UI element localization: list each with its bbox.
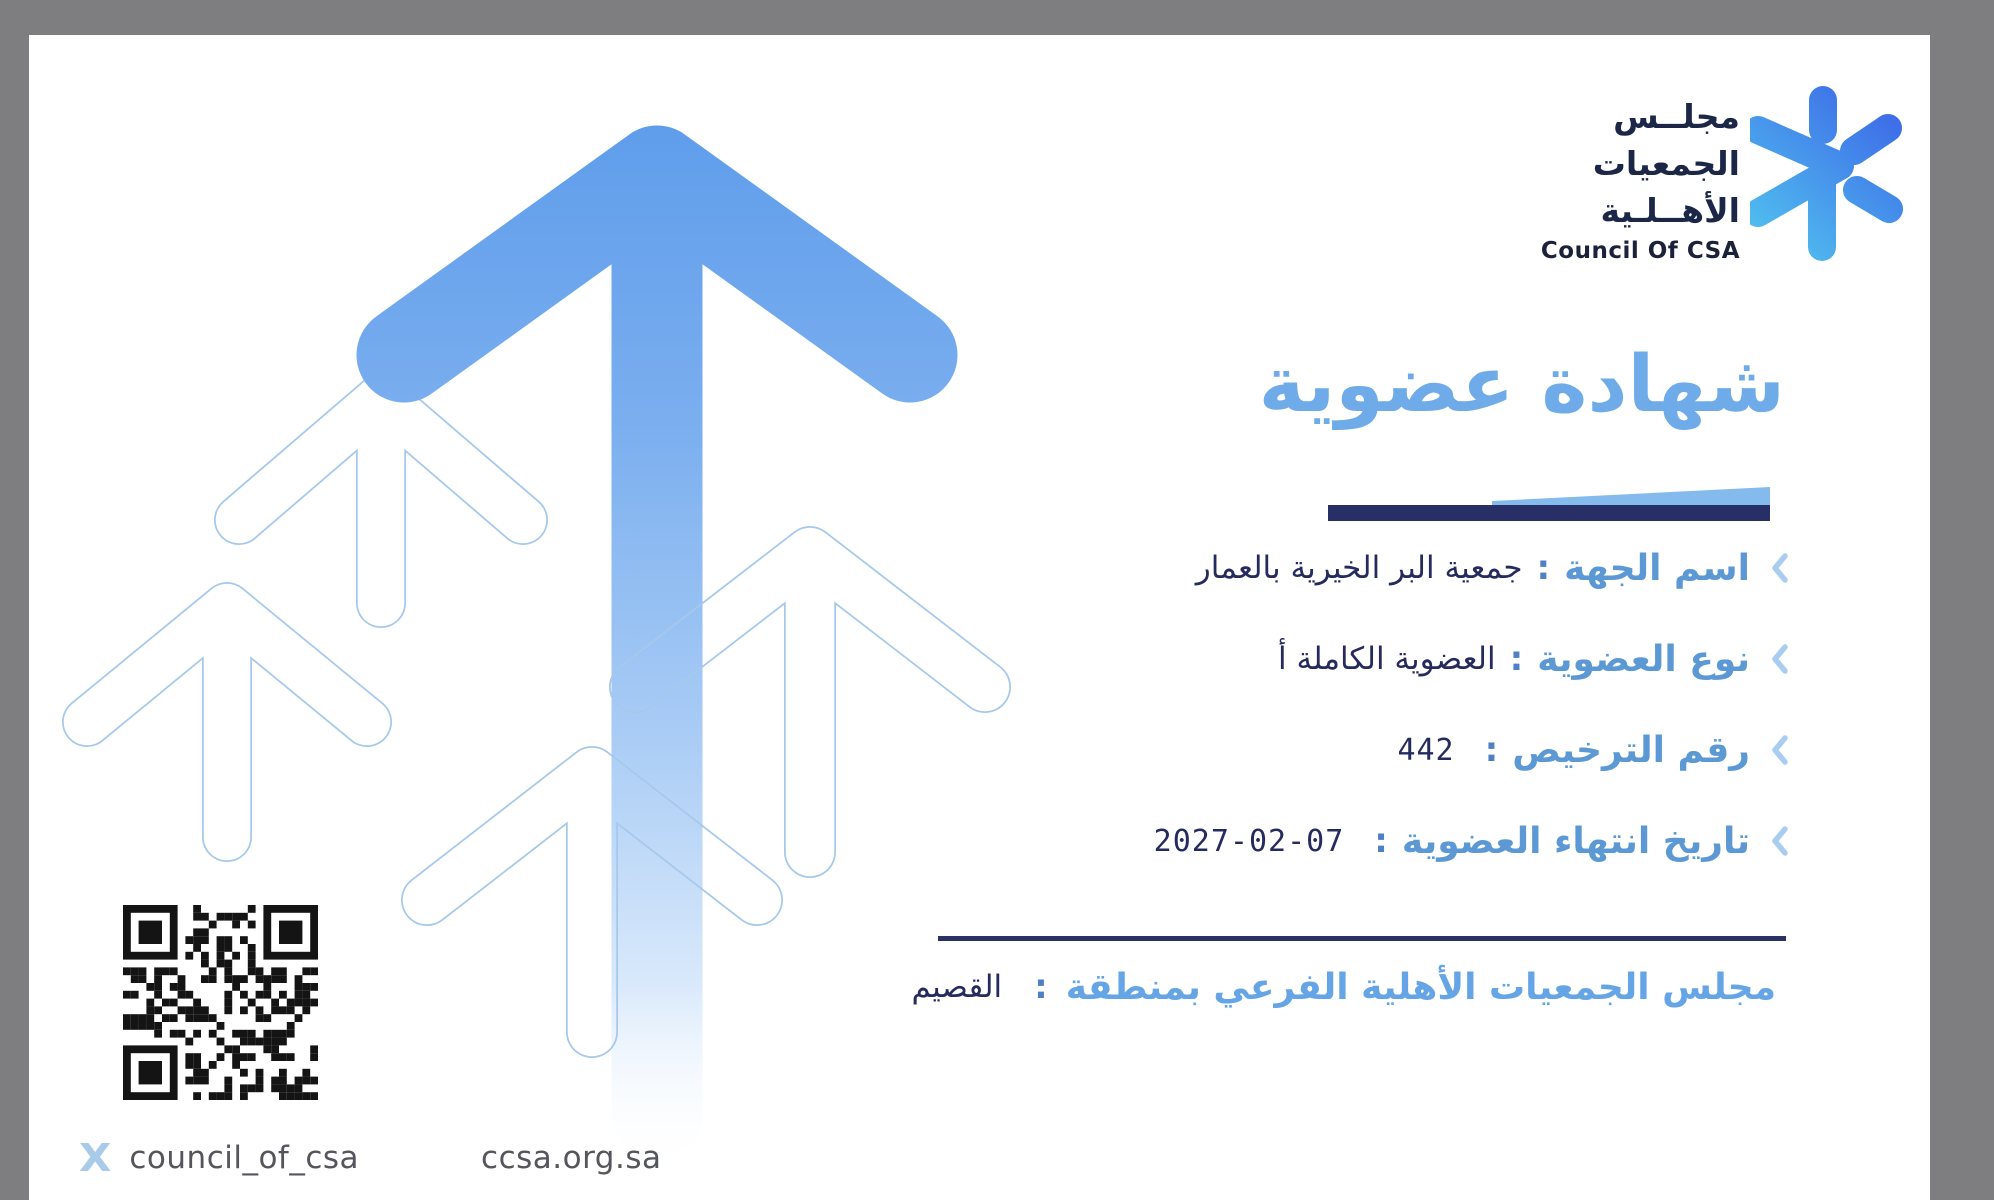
chevron-left-icon [1770,642,1790,676]
region-colon: : [1034,967,1048,1007]
title-underline-bar [1328,505,1770,521]
field-license-number [1397,725,1790,775]
field-value: جمعية البر الخيرية بالعمار [1195,550,1523,586]
logo-line-en: Council Of CSA [1540,238,1740,264]
field-label: رقم الترخيص [1512,729,1750,771]
field-colon: : [1509,639,1524,679]
field-label: تاريخ انتهاء العضوية [1401,820,1750,862]
field-value: العضوية الكاملة أ [1278,641,1496,677]
outline-arrow [49,565,405,895]
separator-line [938,936,1786,941]
chevron-left-icon [1770,733,1790,767]
website-url: ccsa.org.sa [481,1140,662,1176]
field-label: اسم الجهة [1564,547,1750,589]
chevron-left-icon [1770,824,1790,858]
footer-social-row [79,1135,661,1181]
field-membership-type [1278,634,1790,684]
region-label: مجلس الجمعيات الأهلية الفرعي بمنطقة [1065,966,1776,1008]
twitter-handle: council_of_csa [129,1140,360,1176]
title-underline [1328,487,1770,521]
outline-arrow [604,510,1016,910]
chevron-left-icon [1770,551,1790,585]
field-value: 2027-02-07 [1153,823,1345,859]
region-value: القصيم [911,969,1003,1005]
field-colon: : [1536,548,1551,588]
field-colon: : [1484,730,1499,770]
field-entity-name [1196,543,1790,593]
field-value: 442 [1397,732,1455,768]
regional-council-row [912,963,1776,1011]
logo-line-1: مجلــس [1613,97,1740,136]
logo-line-2: الجمعيات [1592,144,1740,183]
logo-line-3: الأهــلـية [1600,191,1740,230]
certificate-title: شهادة عضوية [1258,340,1785,430]
title-underline-accent [1492,487,1770,505]
x-twitter-icon: X [79,1135,112,1181]
field-expiry-date [1154,816,1790,866]
csa-asterisk-logo [1750,85,1910,263]
field-colon: : [1374,821,1388,861]
logo-wordmark [1541,93,1740,268]
certificate-card [29,35,1930,1200]
field-label: نوع العضوية [1537,638,1750,680]
qr-code [123,905,318,1100]
